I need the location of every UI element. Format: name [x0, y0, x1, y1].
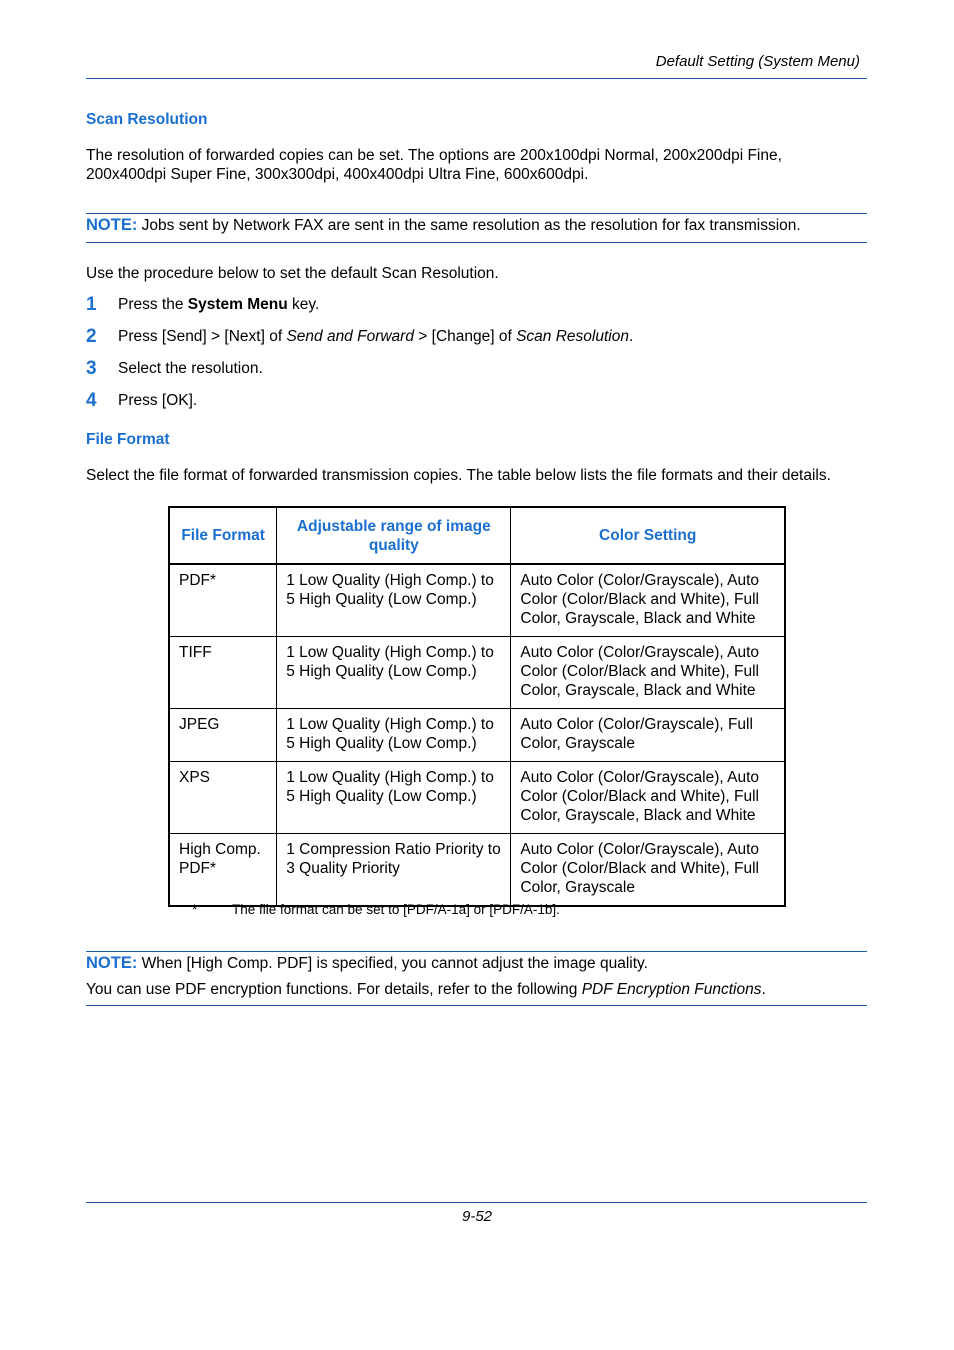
table-header-row — [169, 507, 785, 564]
table-cell: 1 Compression Ratio Priority to 3 Quality Priority — [277, 834, 511, 907]
column-header: Color Setting — [511, 507, 785, 564]
footnote-text: The file format can be set to [PDF/A-1a] or [PDF/A-1b]. — [232, 902, 560, 917]
step-text: Press [OK]. — [118, 392, 198, 409]
running-header: Default Setting (System Menu) — [655, 53, 860, 70]
section-heading-file-format: File Format — [86, 431, 170, 448]
table-cell: 1 Low Quality (High Comp.) to 5 High Quality (Low Comp.) — [277, 637, 511, 709]
table-cell: High Comp. PDF* — [169, 834, 277, 907]
note-line-2: You can use PDF encryption functions. For details, refer to the following PDF Encryption Functions. — [86, 981, 766, 998]
intro-line: 200x400dpi Super Fine, 300x300dpi, 400x400dpi Ultra Fine, 600x600dpi. — [86, 166, 589, 183]
step-text: Select the resolution. — [118, 360, 263, 377]
note-text: Jobs sent by Network FAX are sent in the same resolution as the resolution for fax transmission. — [141, 217, 801, 234]
note-label: NOTE: — [86, 216, 138, 234]
table-cell: Auto Color (Color/Grayscale), Auto Color (Color/Black and White), Full Color, Grayscale, Black and White — [511, 564, 785, 637]
footnote-mark: * — [192, 902, 198, 917]
key-name: System Menu — [187, 296, 288, 313]
reference-link-text: PDF Encryption Functions — [581, 981, 762, 998]
table-cell: 1 Low Quality (High Comp.) to 5 High Quality (Low Comp.) — [277, 762, 511, 834]
section-heading-scan-resolution: Scan Resolution — [86, 111, 208, 128]
column-header: Adjustable range of image quality — [277, 507, 511, 564]
note-bottom-rule — [86, 242, 867, 243]
note-scan-resolution — [86, 216, 876, 235]
table-cell: 1 Low Quality (High Comp.) to 5 High Quality (Low Comp.) — [277, 564, 511, 637]
file-format-table — [168, 506, 786, 907]
step-number: 4 — [86, 390, 97, 411]
table-row — [169, 709, 785, 762]
procedure-intro: Use the procedure below to set the default Scan Resolution. — [86, 265, 499, 282]
table-row — [169, 564, 785, 637]
step-number: 2 — [86, 326, 97, 347]
note-bottom-rule — [86, 1005, 867, 1006]
intro-line: The resolution of forwarded copies can be set. The options are 200x100dpi Normal, 200x200dpi Fine, — [86, 147, 782, 164]
note-top-rule — [86, 951, 867, 952]
table-cell: Auto Color (Color/Grayscale), Auto Color (Color/Black and White), Full Color, Grayscale — [511, 834, 785, 907]
footer-rule — [86, 1202, 867, 1203]
table-cell: JPEG — [169, 709, 277, 762]
file-format-intro: Select the file format of forwarded transmission copies. The table below lists the file formats and their details. — [86, 467, 831, 484]
table-cell: PDF* — [169, 564, 277, 637]
scan-resolution-intro — [86, 146, 876, 184]
note-top-rule — [86, 213, 867, 214]
note-label: NOTE: — [86, 954, 138, 972]
table-cell: 1 Low Quality (High Comp.) to 5 High Quality (Low Comp.) — [277, 709, 511, 762]
table-cell: TIFF — [169, 637, 277, 709]
table-cell: Auto Color (Color/Grayscale), Full Color, Grayscale — [511, 709, 785, 762]
page-number: 9-52 — [461, 1208, 493, 1225]
step-text: Press [Send] > [Next] of Send and Forward > [Change] of Scan Resolution. — [118, 328, 634, 345]
table-row — [169, 834, 785, 907]
note-text: When [High Comp. PDF] is specified, you cannot adjust the image quality. — [141, 955, 648, 972]
table-row — [169, 637, 785, 709]
step-number: 1 — [86, 294, 97, 315]
table-cell: XPS — [169, 762, 277, 834]
column-header: File Format — [169, 507, 277, 564]
header-rule — [86, 78, 867, 79]
step-text: Press the System Menu key. — [118, 296, 320, 313]
table-cell: Auto Color (Color/Grayscale), Auto Color (Color/Black and White), Full Color, Grayscale, Black and White — [511, 762, 785, 834]
table-cell: Auto Color (Color/Grayscale), Auto Color (Color/Black and White), Full Color, Grayscale, Black and White — [511, 637, 785, 709]
table-row — [169, 762, 785, 834]
note-file-format — [86, 954, 876, 973]
step-number: 3 — [86, 358, 97, 379]
